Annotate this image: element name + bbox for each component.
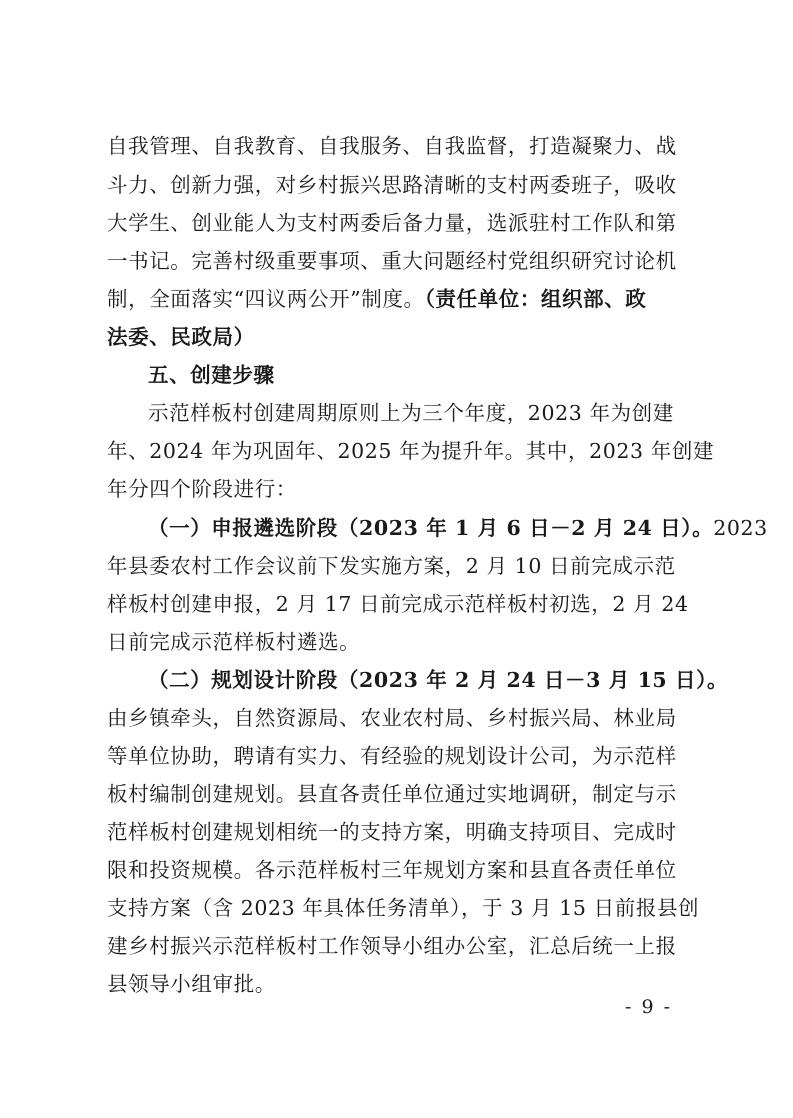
paragraph-line: 日前完成示范样板村遴选。 <box>107 630 361 654</box>
paragraph-line: 限和投资规模。各示范样板村三年规划方案和县直各责任单位 <box>107 858 677 882</box>
responsible-units-continued: 法委、民政局） <box>107 325 255 349</box>
paragraph-line: 大学生、创业能人为支村两委后备力量，选派驻村工作队和第 <box>107 211 677 235</box>
paragraph-line: 斗力、创新力强，对乡村振兴思路清晰的支村两委班子，吸收 <box>107 173 677 197</box>
paragraph-text: 制，全面落实“四议两公开”制度。 <box>107 287 425 311</box>
page-number: - 9 - <box>625 996 673 1018</box>
subheading-line <box>148 514 768 542</box>
paragraph-line: 范样板村创建规划相统一的支持方案，明确支持项目、完成时 <box>107 820 677 844</box>
paragraph-text: 2023 <box>713 516 768 540</box>
section-heading: 五、创建步骤 <box>148 363 275 387</box>
paragraph-line: 样板村创建申报，2 月 17 日前完成示范样板村初选，2 月 24 <box>107 592 689 616</box>
paragraph-line: 示范样板村创建周期原则上为三个年度，2023 年为创建 <box>148 401 674 425</box>
paragraph-line: 自我管理、自我教育、自我服务、自我监督，打造凝聚力、战 <box>107 134 677 158</box>
paragraph-line: 年、2024 年为巩固年、2025 年为提升年。其中，2023 年创建 <box>107 439 715 463</box>
paragraph-line: 年县委农村工作会议前下发实施方案，2 月 10 日前完成示范 <box>107 554 676 578</box>
paragraph-line: 板村编制创建规划。县直各责任单位通过实地调研，制定与示 <box>107 782 677 806</box>
stage-two-heading: （二）规划设计阶段（2023 年 2 月 24 日－3 月 15 日）。 <box>148 668 729 692</box>
paragraph-line: 县领导小组审批。 <box>107 972 276 996</box>
responsible-units: （责任单位：组织部、政 <box>424 287 647 311</box>
paragraph-line: 建乡村振兴示范样板村工作领导小组办公室，汇总后统一上报 <box>107 934 677 958</box>
paragraph-line: 等单位协助，聘请有实力、有经验的规划设计公司，为示范样 <box>107 744 677 768</box>
paragraph-line: 支持方案（含 2023 年具体任务清单），于 3 月 15 日前报县创 <box>107 896 700 920</box>
stage-one-heading: （一）申报遴选阶段（2023 年 1 月 6 日－2 月 24 日）。 <box>148 516 714 540</box>
paragraph-line <box>107 285 646 313</box>
paragraph-line: 一书记。完善村级重要事项、重大问题经村党组织研究讨论机 <box>107 249 677 273</box>
paragraph-line: 由乡镇牵头，自然资源局、农业农村局、乡村振兴局、林业局 <box>107 706 677 730</box>
paragraph-line: 年分四个阶段进行： <box>107 477 297 501</box>
